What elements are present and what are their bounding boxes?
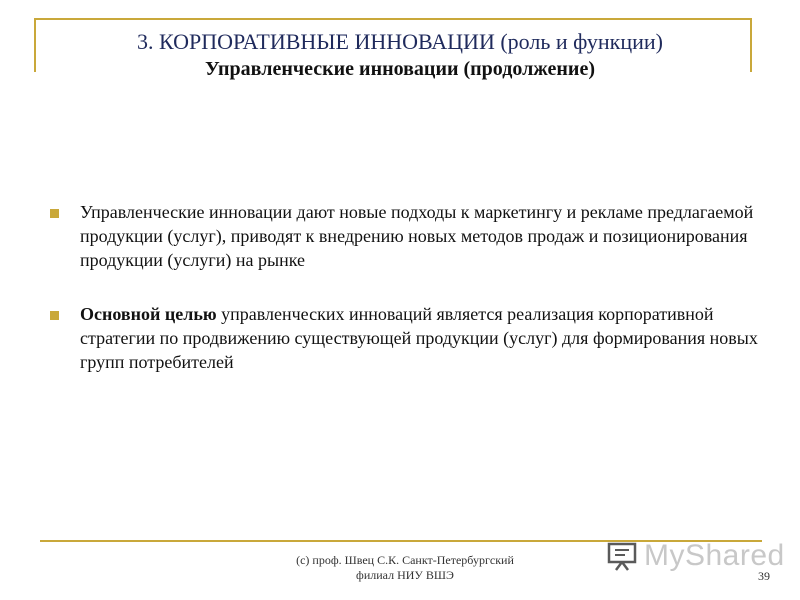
frame-right-line [750,18,752,72]
bullet-bold-prefix: Основной целью [80,304,217,324]
slide-title [60,28,740,82]
footer-credit [240,553,570,583]
presentation-board-icon [606,540,638,572]
square-bullet-icon [50,311,59,320]
watermark-logo [606,536,785,576]
frame-left-line [34,18,36,72]
bullet-item-1 [48,200,758,272]
footer-line-2: филиал НИУ ВШЭ [356,568,454,582]
page-number: 39 [758,569,770,583]
bullet-list [48,200,758,404]
square-bullet-icon [50,209,59,218]
frame-top-line [34,18,752,20]
footer-line-1: (c) проф. Швец С.К. Санкт-Петербургский [296,553,514,567]
bullet-text: управленческих инноваций является реализация корпоративной стратегии по продвижению существующей продукции (услуг) для формирования новых групп потребителей [80,304,758,372]
bullet-text: Управленческие инновации дают новые подходы к маркетингу и рекламе предлагаемой продукции (услуг), приводят к внедрению новых методов продаж и позиционирования продукции (услуги) на рынке [80,202,754,270]
watermark-text: MyShared [644,539,785,572]
title-subtitle: Управленческие инновации (продолжение) [205,58,595,80]
bullet-item-2 [48,302,758,374]
title-main: 3. КОРПОРАТИВНЫЕ ИННОВАЦИИ (роль и функции) [137,29,663,54]
